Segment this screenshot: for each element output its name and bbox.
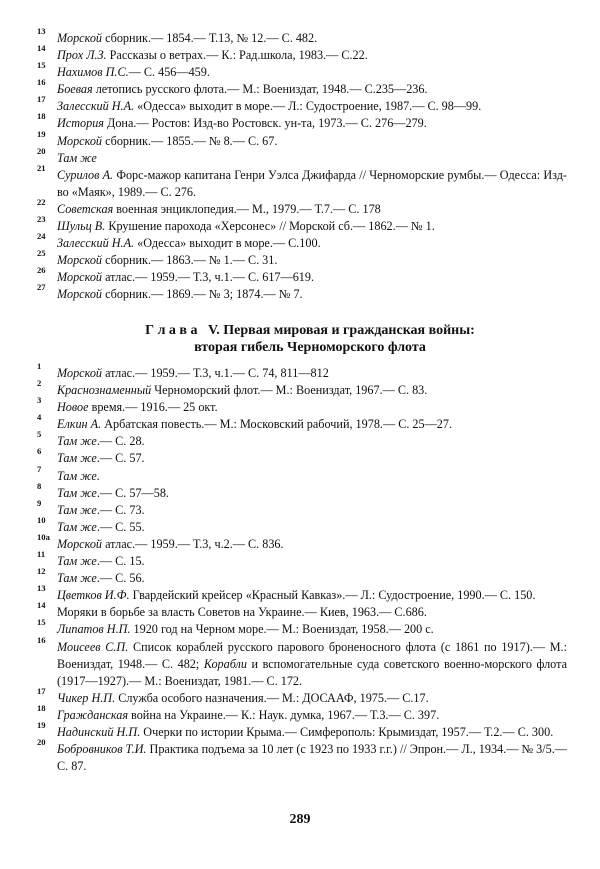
footnote-text-regular: Практика подъема за 10 лет (с 1923 по 1933 г.г.) // Эпрон.— Л., 1934.— № 3/5.— С. 87.: [57, 742, 567, 774]
footnote-text-regular: и вспомогательные суда советского военно-морского флота (1917—1927).— М.: Воениздат, 1981.— С. 172.: [57, 656, 567, 688]
footnote-text-italic: Морской: [57, 366, 103, 380]
footnote: [37, 514, 567, 536]
footnote-text-regular: военная энциклопедия.— М., 1979.— Т.7.— С. 178: [113, 201, 381, 216]
footnote-text: [57, 134, 277, 148]
footnote-number: 17: [37, 94, 46, 105]
footnote-number: 17: [37, 685, 46, 696]
footnote: [37, 111, 567, 132]
footnote: [37, 446, 567, 467]
footnote: [37, 685, 567, 707]
footnote: [37, 600, 567, 621]
footnote-number: 14: [37, 43, 46, 54]
footnote-text-italic: Там же: [57, 150, 97, 165]
footnote-number: 9: [37, 497, 42, 508]
footnote: [37, 231, 567, 252]
footnote-text: [57, 469, 100, 483]
footnote-text-regular: Дона.— Ростов: Изд-во Ростовск. ун-та, 1973.— С. 276—279.: [103, 116, 427, 131]
footnote: [37, 378, 567, 399]
footnote-text: [57, 287, 303, 301]
footnote-text: [57, 270, 314, 284]
footnote: [37, 60, 567, 81]
chapter-heading-line2: вторая гибель Черноморского флота: [194, 340, 426, 355]
footnote-text-italic: Надинский Н.П.: [57, 724, 141, 739]
footnote: [37, 77, 567, 98]
footnote-text-italic: Советская: [57, 201, 114, 216]
footnote-text: [57, 31, 317, 45]
footnote-text: [57, 434, 145, 448]
footnote-text-regular: .— С. 28.: [96, 434, 145, 449]
footnote-number: 26: [37, 265, 46, 276]
footnote: [37, 162, 567, 201]
footnote-text-regular: Рассказы о ветрах.— К.: Рад.школа, 1983.— С.22.: [106, 48, 368, 63]
footnote-number: 3: [37, 395, 42, 406]
footnote-number: 6: [37, 446, 42, 457]
footnote-text-italic: Елкин А.: [57, 417, 102, 432]
footnote-text: [57, 742, 567, 773]
footnote: [37, 94, 567, 115]
footnote-text-regular: Список кораблей русского парового броненосного флота (с 1861 по 1917).— М.: Воениздат, 1948.— С. 482;: [57, 639, 567, 671]
footnote-text-regular: .— С. 56.: [96, 571, 145, 586]
footnote-text: [57, 383, 427, 397]
footnote-text-regular: .— С. 73.: [96, 502, 145, 517]
footnote-number: 10: [37, 514, 46, 525]
footnote-text-regular: «Одесса» выходит в море.— Л.: Судостроение, 1987.— С. 98—99.: [134, 99, 482, 114]
footnote-text: [57, 168, 567, 199]
footnote-list-section1: [37, 26, 567, 304]
footnote-text: [57, 116, 427, 130]
footnote-text-italic: Чикер Н.П.: [57, 690, 116, 705]
page-number: 289: [289, 812, 311, 827]
footnote-text-regular: летопись русского флота.— М.: Воениздат, 1948.— С.235—236.: [92, 82, 428, 97]
footnote-text-regular: .— С. 57.: [96, 451, 145, 466]
footnote-text-regular: — С. 456—459.: [128, 65, 210, 80]
footnote-number: 1: [37, 361, 42, 371]
footnote-text: [57, 640, 567, 688]
footnote-number: 19: [37, 719, 46, 730]
footnote-text-italic: Гражданская: [57, 707, 128, 722]
footnote-text: [57, 486, 169, 500]
footnote-number: 14: [37, 600, 46, 611]
footnote-text-italic: Морской: [57, 133, 103, 148]
footnote: [37, 248, 567, 269]
footnote-text: [57, 48, 368, 62]
footnote-text: [57, 691, 429, 705]
footnote-number: 2: [37, 378, 42, 389]
footnote-text: [57, 520, 145, 534]
footnote-text-regular: Крушение парохода «Херсонес» // Морской сб.— 1862.— № 1.: [105, 219, 435, 234]
footnote-number: 23: [37, 214, 46, 225]
footnote: [37, 128, 567, 150]
footnote-text-italic: Цветков И.Ф.: [57, 588, 130, 603]
chapter-heading: [60, 322, 560, 356]
footnote-text-italic: Прох Л.З.: [57, 48, 107, 63]
footnote-text: [57, 605, 427, 619]
footnote-text: [57, 537, 284, 551]
footnote-number: 15: [37, 60, 46, 71]
footnote-text-italic: Там же: [57, 434, 97, 449]
footnote-number: 4: [37, 412, 42, 423]
footnote-number: 19: [37, 128, 46, 139]
footnote-number: 16: [37, 634, 46, 645]
footnote: [37, 145, 567, 167]
footnote-text: [57, 202, 381, 216]
footnote-number: 16: [37, 77, 46, 88]
footnote: [37, 361, 567, 382]
footnote-number: 25: [37, 248, 46, 259]
footnote-text-italic: Морской: [57, 270, 103, 285]
footnote-number: 18: [37, 111, 46, 122]
footnote-text-regular: время.— 1916.— 25 окт.: [88, 400, 218, 415]
footnote-text: [57, 219, 435, 233]
footnote-number: 7: [37, 463, 42, 474]
footnote-text-italic: Там же: [57, 571, 97, 586]
footnote-number: 13: [37, 26, 46, 36]
footnote-text-regular: сборник.— 1855.— № 8.— С. 67.: [102, 133, 278, 148]
footnote: [37, 26, 567, 47]
footnote-number: 20: [37, 145, 46, 156]
footnote-text-regular: Гвардейский крейсер «Красный Кавказ».— Л.: Судостроение, 1990.— С. 150.: [129, 588, 536, 603]
footnote-number: 8: [37, 480, 42, 491]
footnote-number: 15: [37, 617, 46, 628]
footnote-text-regular: Служба особого назначения.— М.: ДОСААФ, 1975.— С.17.: [115, 690, 429, 705]
footnote: [37, 583, 567, 604]
footnote-text: [57, 554, 145, 568]
footnote-number: 20: [37, 737, 46, 748]
footnote-number: 27: [37, 282, 46, 293]
footnote-text-regular: «Одесса» выходит в море.— С.100.: [134, 236, 321, 251]
footnote-number: 13: [37, 583, 46, 594]
footnote-text-regular: сборник.— 1869.— № 3; 1874.— № 7.: [102, 287, 303, 302]
footnote-number: 21: [37, 162, 46, 173]
footnote-text-regular: .— С. 55.: [96, 519, 145, 534]
footnote-text: [57, 99, 481, 113]
footnote-text-italic: Залесский Н.А.: [57, 236, 135, 251]
footnote-text-italic: Там же: [57, 485, 97, 500]
footnote: [37, 196, 567, 218]
footnote-text-regular: .— С. 57—58.: [96, 485, 169, 500]
footnote-text-regular: Очерки по истории Крыма.— Симферополь: Крымиздат, 1957.— Т.2.— С. 300.: [140, 724, 554, 739]
footnote-number: 11: [37, 549, 46, 560]
footnote-text: [57, 725, 553, 739]
footnote: [37, 214, 567, 235]
footnote-number: 22: [37, 196, 46, 207]
footnote-text: [57, 253, 277, 267]
footnote-text-italic: Там же: [57, 519, 97, 534]
footnote-number: 12: [37, 566, 46, 577]
footnote-number: 24: [37, 231, 46, 242]
footnote-text-italic: Боевая: [57, 82, 93, 97]
footnote-number: 18: [37, 702, 46, 713]
footnote-text-italic: Морской: [57, 253, 103, 268]
footnote-text-regular: сборник.— 1854.— Т.13, № 12.— С. 482.: [102, 31, 318, 45]
footnote-text-regular: сборник.— 1863.— № 1.— С. 31.: [102, 253, 278, 268]
footnote-text: [57, 588, 535, 602]
footnote: [37, 566, 567, 587]
footnote-text-italic: Корабли: [203, 656, 247, 671]
footnote-text-regular: Моряки в борьбе за власть Советов на Украине.— Киев, 1963.— С.686.: [57, 605, 427, 620]
footnote: [37, 463, 567, 485]
footnote: [37, 737, 567, 775]
footnote: [37, 617, 567, 638]
footnote-text: [57, 400, 218, 414]
footnote-text-regular: .— С. 15.: [96, 554, 145, 569]
footnote: [37, 634, 567, 690]
footnote-text-italic: Новое: [57, 400, 89, 415]
footnote-text-italic: Там же: [57, 502, 97, 517]
footnote-number: 10a: [37, 531, 50, 542]
footnote: [37, 265, 567, 286]
footnote-text-regular: атлас.— 1959.— Т.3, ч.1.— С. 617—619.: [102, 270, 315, 285]
chapter-heading-line1: Г л а в а V. Первая мировая и гражданская войны:: [145, 323, 475, 338]
footnote-text: [57, 65, 210, 79]
footnote: [37, 282, 567, 303]
footnote-text: [57, 708, 439, 722]
footnote-text-italic: Морской: [57, 536, 103, 551]
footnote: [37, 497, 567, 519]
footnote-text-italic: Там же.: [57, 468, 100, 483]
footnote: [37, 412, 567, 433]
footnote-text-italic: Морской: [57, 31, 103, 45]
footnote-text-italic: Шульц В.: [57, 219, 106, 234]
footnote-text-italic: Моисеев С.П.: [57, 639, 129, 654]
footnote-text-regular: 1920 год на Черном море.— М.: Воениздат, 1958.— 200 с.: [130, 622, 434, 637]
footnote-text: [57, 451, 145, 465]
footnote-text-regular: Черноморский флот.— М.: Воениздат, 1967.— С. 83.: [151, 383, 428, 398]
footnote-text-regular: Форс-мажор капитана Генри Уэлса Джифарда // Черноморские румбы.— Одесса: Изд-во «Маяк», 1989.— С. 276.: [57, 167, 567, 199]
footnote-text-regular: атлас.— 1959.— Т.3, ч.1.— С. 74, 811—812: [102, 366, 329, 380]
footnote: [37, 480, 567, 502]
footnote-text-italic: Там же: [57, 554, 97, 569]
footnote: [37, 719, 567, 741]
footnote-list-section2: [37, 361, 567, 775]
footnote-text-italic: Морской: [57, 287, 103, 302]
footnote-text-regular: Арбатская повесть.— М.: Московский рабочий, 1978.— С. 25—27.: [101, 417, 453, 432]
footnote: [37, 429, 567, 450]
footnote-text: [57, 417, 452, 431]
footnote-text-regular: война на Украине.— К.: Наук. думка, 1967.— Т.3.— С. 397.: [128, 707, 440, 722]
footnote-text-italic: Сурилов А.: [57, 167, 114, 182]
footnote-text-italic: Краснознаменный: [57, 383, 152, 398]
footnote-text-italic: Залесский Н.А.: [57, 99, 135, 114]
footnote-text: [57, 82, 428, 96]
footnote: [37, 549, 567, 570]
footnote-text: [57, 151, 97, 165]
footnote-text-italic: Нахимов П.С.: [57, 65, 129, 80]
footnote-text-italic: Бобровников Т.И.: [57, 742, 147, 757]
footnote-text-italic: История: [57, 116, 104, 131]
footnote-text: [57, 571, 145, 585]
footnote: [37, 395, 567, 416]
footnote: [37, 531, 567, 553]
footnote-text-italic: Там же: [57, 451, 97, 466]
footnote: [37, 43, 567, 64]
footnote-text: [57, 366, 329, 380]
footnote-text: [57, 236, 321, 250]
footnote-text-italic: Липатов Н.П.: [57, 622, 131, 637]
footnote-text: [57, 622, 434, 636]
footnote-number: 5: [37, 429, 42, 440]
footnote: [37, 702, 567, 724]
footnote-text-regular: атлас.— 1959.— Т.3, ч.2.— С. 836.: [102, 536, 284, 551]
footnote-text: [57, 503, 145, 517]
